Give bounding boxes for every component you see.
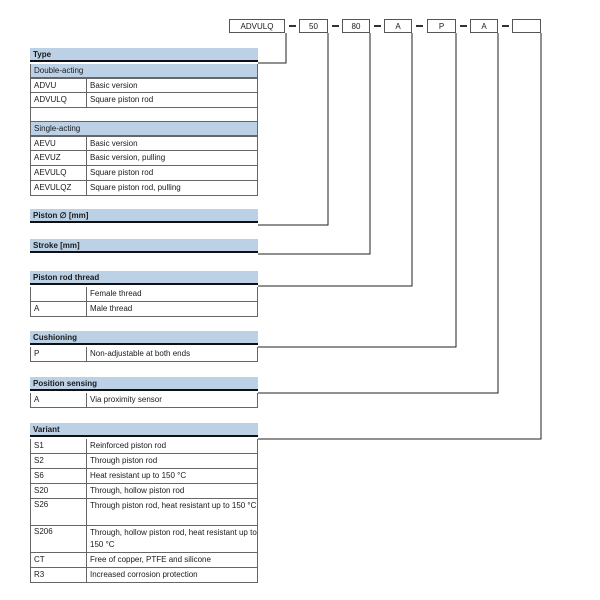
type-desc: Square piston rod [90, 95, 154, 104]
code-box-cushioning: P [427, 19, 456, 33]
table-row [30, 78, 258, 93]
type-code: AEVU [31, 137, 87, 150]
table-row [30, 347, 258, 362]
type-code: ADVULQ [31, 93, 87, 107]
type-code: AEVULQZ [31, 181, 87, 195]
thread-code [31, 287, 87, 301]
table-row [30, 484, 258, 499]
variant-code: S2 [31, 454, 87, 468]
variant-code: S26 [31, 499, 87, 525]
code-dash [460, 25, 467, 27]
thread-desc: Male thread [90, 304, 133, 313]
type-desc: Basic version [90, 81, 138, 90]
type-code: AEVUZ [31, 151, 87, 165]
table-row [30, 526, 258, 553]
table-row [30, 136, 258, 151]
connector-variant [258, 33, 541, 439]
code-dash [289, 25, 296, 27]
variant-desc: Reinforced piston rod [90, 441, 167, 450]
type-header: Type [30, 48, 258, 62]
connector-thread [258, 33, 412, 286]
thread-desc: Female thread [90, 289, 142, 298]
table-row [30, 302, 258, 317]
position-header: Position sensing [30, 377, 258, 391]
connector-cushioning [258, 33, 456, 347]
variant-desc: Through, hollow piston rod [90, 486, 185, 495]
double-acting-label: Double-acting [30, 64, 258, 78]
variant-code: S6 [31, 469, 87, 483]
cushioning-desc: Non-adjustable at both ends [90, 349, 191, 358]
table-row [30, 393, 258, 408]
variant-code: R3 [31, 568, 87, 582]
cushioning-code: P [31, 347, 87, 361]
thread-code: A [31, 302, 87, 316]
single-acting-label: Single-acting [30, 122, 258, 136]
table-row [30, 568, 258, 583]
variant-code: CT [31, 553, 87, 567]
variant-code: S206 [31, 526, 87, 552]
table-row [30, 499, 258, 526]
thread-header: Piston rod thread [30, 271, 258, 285]
table-row [30, 151, 258, 166]
type-desc: Basic version, pulling [90, 153, 166, 162]
stroke-header: Stroke [mm] [30, 239, 258, 253]
cushioning-header: Cushioning [30, 331, 258, 345]
table-row [30, 454, 258, 469]
type-desc: Square piston rod [90, 168, 154, 177]
table-row [30, 166, 258, 181]
code-dash [332, 25, 339, 27]
code-box-piston: 50 [299, 19, 328, 33]
table-row [30, 469, 258, 484]
table-row [30, 553, 258, 568]
code-box-thread: A [384, 19, 412, 33]
variant-code: S1 [31, 439, 87, 453]
variant-desc: Free of copper, PTFE and silicone [90, 555, 211, 564]
connector-type [258, 33, 286, 63]
spacer-row [30, 108, 258, 122]
table-row [30, 181, 258, 196]
code-box-variant [512, 19, 541, 33]
table-row [30, 439, 258, 454]
variant-desc: Through piston rod, heat resistant up to 150 °C [90, 501, 257, 510]
piston-header: Piston ∅ [mm] [30, 209, 258, 223]
connector-position [258, 33, 498, 393]
code-box-stroke: 80 [342, 19, 370, 33]
type-desc: Square piston rod, pulling [90, 183, 181, 192]
variant-header: Variant [30, 423, 258, 437]
type-code: AEVULQ [31, 166, 87, 180]
code-dash [502, 25, 509, 27]
code-box-type: ADVULQ [229, 19, 285, 33]
code-dash [416, 25, 423, 27]
table-row [30, 93, 258, 108]
variant-desc: Through piston rod [90, 456, 158, 465]
table-row [30, 287, 258, 302]
position-code: A [31, 393, 87, 407]
connector-piston [258, 33, 328, 225]
variant-code: S20 [31, 484, 87, 498]
connector-stroke [258, 33, 370, 254]
code-dash [374, 25, 381, 27]
variant-desc: Through, hollow piston rod, heat resistant up to 150 °C [90, 528, 257, 549]
variant-desc: Heat resistant up to 150 °C [90, 471, 187, 480]
type-code: ADVU [31, 79, 87, 92]
variant-desc: Increased corrosion protection [90, 570, 198, 579]
type-desc: Basic version [90, 139, 138, 148]
code-box-position: A [470, 19, 498, 33]
position-desc: Via proximity sensor [90, 395, 162, 404]
